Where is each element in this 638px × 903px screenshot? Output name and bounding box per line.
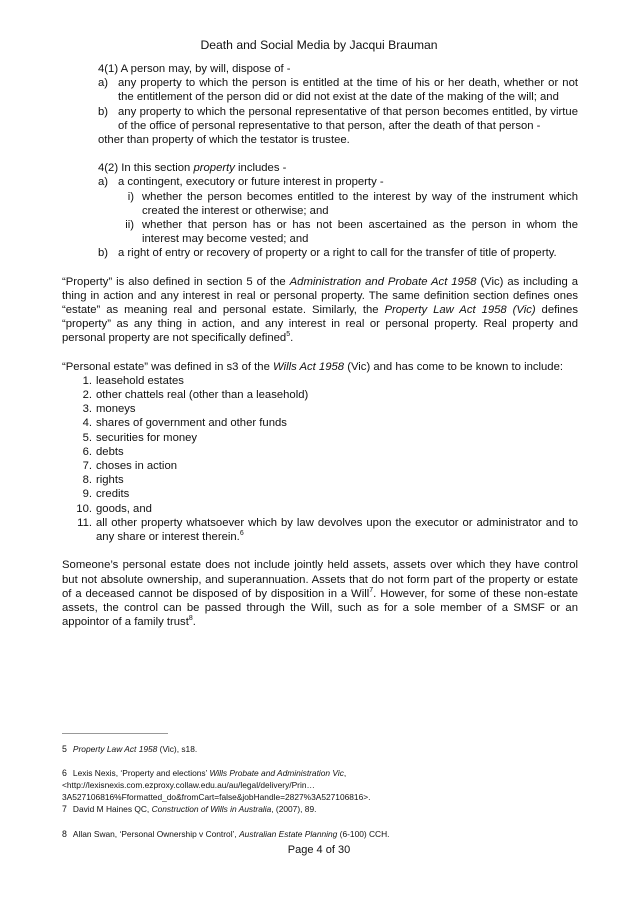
subitem-text: whether that person has or has not been ascertained as the person in whom the interest may become vested; and <box>142 219 578 246</box>
paragraph-non-estate-assets: Someone’s personal estate does not include jointly held assets, assets over which they have control but not absolute ownership, and superannuation. Assets that do not form part of the property or estate of a deceased cannot be disposed of by disposition in a Will$^7$. However, for some of these non-estate assets, the control can be passed through the Will, such as for a sole member of a SMSF or an appointor of a family trust$^8$. <box>62 559 578 629</box>
statute-title: Property Law Act 1958 (Vic) <box>384 304 536 317</box>
page-number: Page 4 of 30 <box>287 844 351 856</box>
section-4-1-intro: 4(1) A person may, by will, dispose of - <box>98 63 291 75</box>
statute-title: Administration and Probate Act 1958 <box>289 275 477 288</box>
footnote-ref[interactable]: 5 <box>286 331 291 339</box>
list-item: 1. leasehold estates <box>82 374 184 387</box>
section-4-2-subitems <box>98 190 578 247</box>
list-item: 7. choses in action <box>82 460 178 473</box>
section-4-2-subitem-ii <box>118 218 578 246</box>
item-text: any property to which the person is entitled at the time of his or her death, whether or not the entitlement of the person did or did not exist at the date of the making of the will; and <box>118 77 578 104</box>
subitem-label: i) <box>127 190 134 203</box>
body-text <box>62 62 578 629</box>
footnote-ref[interactable]: 7 <box>369 586 374 594</box>
section-4-2 <box>62 161 578 260</box>
item-text: a contingent, executory or future interest in property - <box>118 176 384 189</box>
paragraph-property-definition: “Property” is also defined in section 5 of the Administration and Probate Act 1958 (Vic) as including a thing in action and any interest in real or personal property. The same definition section defines ones “estate” as meaning real and personal estate. Similarly, the Property Law Act 1958 (Vic) defines “property” as any thing in action, and any interest in real or personal property. Real property and personal property are not specifically defined$^5$. <box>62 275 579 345</box>
footnote-7: 7 David M Haines QC, Construction of Wills in Australia, (2007), 89. <box>62 804 317 814</box>
item-label: b) <box>98 105 109 118</box>
running-header: Death and Social Media by Jacqui Brauman <box>200 38 438 52</box>
section-4-1-closing: other than property of which the testator is trustee. <box>98 134 350 147</box>
footnote-ref[interactable]: 6 <box>239 530 244 538</box>
list-item: 2. other chattels real (other than a leasehold) <box>82 389 309 402</box>
section-4-2-item-b <box>98 246 578 260</box>
item-text: a right of entry or recovery of property or a right to call for the transfer of title of property. <box>118 247 557 260</box>
subitem-label: ii) <box>125 219 134 232</box>
subitem-text: whether the person becomes entitled to the interest by way of the instrument which created the interest or otherwise; and <box>142 190 578 217</box>
footnote-divider <box>62 733 168 734</box>
footnote-ref[interactable]: 8 <box>188 615 193 623</box>
list-item: 8. rights <box>82 474 124 487</box>
item-label: b) <box>98 247 109 260</box>
section-4-2-subitem-i <box>118 190 578 218</box>
list-item: 9. credits <box>82 488 130 501</box>
item-label: a) <box>98 176 109 189</box>
list-item: 6. debts <box>82 445 124 458</box>
section-4-1-item-b <box>98 105 578 133</box>
list-item: 5. securities for money <box>82 431 198 444</box>
list-item: 11. all other property whatsoever which by law devolves upon the executor or administrator and to any share or interest therein.$^6$ <box>77 516 578 544</box>
personal-estate-list <box>62 374 578 544</box>
paragraph-personal-estate: “Personal estate” was defined in s3 of the Wills Act 1958 (Vic) and has come to be known to include: <box>62 360 564 373</box>
item-text: any property to which the personal representative of that person becomes entitled, by virtue of the office of personal representative to that person, after the death of that person - <box>118 105 578 132</box>
list-item: 4. shares of government and other funds <box>82 417 287 430</box>
footnote-8: 8 Allan Swan, ‘Personal Ownership v Control’, Australian Estate Planning (6-100) CCH. <box>62 829 390 839</box>
statute-title: Wills Act 1958 <box>273 360 345 373</box>
section-4-2-intro: 4(2) In this section property includes - <box>98 162 287 175</box>
section-4-1 <box>62 62 578 147</box>
footnote-5: 5 Property Law Act 1958 (Vic), s18. <box>62 744 198 754</box>
footnote-6: 6 Lexis Nexis, ‘Property and elections’ Wills Probate and Administration Vic, <http://lexisnexis.com.ezproxy.collaw.edu.au/au/legal/delivery/Prin…3A527106816%Fformatted_do&fromCart=false&jobHandle=2827%3A527106816>. <box>62 768 371 802</box>
list-item: 3. moneys <box>82 403 136 416</box>
section-4-2-item-a <box>98 175 578 189</box>
defined-term: property <box>193 162 235 175</box>
section-4-1-item-a <box>98 76 578 104</box>
list-item: 10. goods, and <box>76 502 152 515</box>
item-label: a) <box>98 77 109 90</box>
